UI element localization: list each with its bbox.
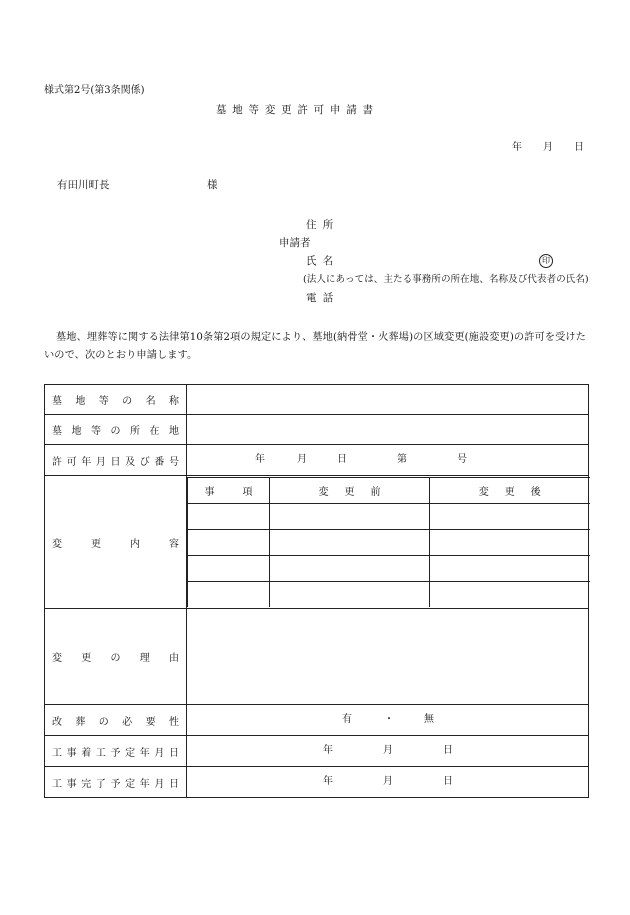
start-year: 年 xyxy=(323,745,333,756)
change-before-cell[interactable] xyxy=(270,582,430,608)
applicant-phone-label: 電話 xyxy=(306,292,340,304)
change-after-header: 変 更 後 xyxy=(478,487,541,498)
change-before-cell[interactable] xyxy=(270,556,430,582)
change-item-cell[interactable] xyxy=(188,582,270,608)
table-row-permit xyxy=(45,445,589,476)
start-day: 日 xyxy=(443,745,453,756)
change-content-label: 変 更 内 容 xyxy=(52,538,179,550)
end-month: 月 xyxy=(383,776,393,787)
permit-date-number-field[interactable] xyxy=(187,445,589,476)
applicant-address-label: 住所 xyxy=(306,219,340,231)
permit-day: 日 xyxy=(337,454,347,465)
date-year-label: 年 xyxy=(512,142,522,153)
addressee-name: 有田川町長 xyxy=(57,179,110,191)
change-before-header: 変 更 前 xyxy=(318,487,381,498)
change-after-cell[interactable] xyxy=(430,504,590,530)
change-item-cell[interactable] xyxy=(188,504,270,530)
end-year: 年 xyxy=(323,776,333,787)
construction-end-label: 工 事 完 了 予 定 年 月 日 xyxy=(52,778,179,790)
change-content-table xyxy=(187,477,590,607)
permit-date-number-label: 許 可 年 月 日 及 び 番 号 xyxy=(52,456,179,468)
applicant-name-label: 氏名 xyxy=(306,255,340,267)
date-day-label: 日 xyxy=(574,142,584,153)
page-title: 墓地等変更許可申請書 xyxy=(216,104,379,116)
form-number: 様式第2号(第3条関係) xyxy=(44,85,145,96)
change-reason-field[interactable] xyxy=(187,609,589,705)
cemetery-name-label: 墓 地 等 の 名 称 xyxy=(52,396,179,407)
reburial-necessity-label: 改 葬 の 必 要 性 xyxy=(52,716,179,728)
permit-month: 月 xyxy=(297,454,307,465)
change-item-cell[interactable] xyxy=(188,556,270,582)
reburial-necessity-field[interactable] xyxy=(187,705,589,736)
table-row-location xyxy=(45,415,589,445)
reburial-no[interactable]: 無 xyxy=(424,714,434,725)
cemetery-location-field[interactable] xyxy=(187,415,589,445)
change-item-header: 事 項 xyxy=(204,487,253,498)
seal-mark: 印 xyxy=(539,254,553,268)
change-before-cell[interactable] xyxy=(270,504,430,530)
change-before-cell[interactable] xyxy=(270,530,430,556)
date-month-label: 月 xyxy=(543,142,553,153)
corporation-note: (法人にあっては、主たる事務所の所在地、名称及び代表者の氏名) xyxy=(303,274,589,285)
construction-start-field[interactable] xyxy=(187,736,589,767)
table-row-reason xyxy=(45,609,589,705)
table-row-reburial xyxy=(45,705,589,736)
permit-number-suffix: 号 xyxy=(457,454,467,465)
construction-end-field[interactable] xyxy=(187,767,589,798)
end-day: 日 xyxy=(443,776,453,787)
cemetery-name-field[interactable] xyxy=(187,385,589,415)
application-statement: 墓地、埋葬等に関する法律第10条第2項の規定により、墓地(納骨堂・火葬場)の区域変更(施設変更)の許可を受けたいので、次のとおり申請します。 xyxy=(44,332,586,361)
permit-year: 年 xyxy=(255,454,265,465)
table-row-name xyxy=(45,385,589,415)
change-after-cell[interactable] xyxy=(430,530,590,556)
table-row-change xyxy=(45,476,589,609)
construction-start-label: 工 事 着 工 予 定 年 月 日 xyxy=(52,747,179,759)
cemetery-location-label: 墓 地 等 の 所 在 地 xyxy=(52,426,179,437)
reburial-separator: ・ xyxy=(384,714,394,725)
addressee-honorific: 様 xyxy=(207,179,218,191)
application-form-table xyxy=(44,384,589,798)
permit-number-prefix: 第 xyxy=(397,454,407,465)
table-row-start xyxy=(45,736,589,767)
start-month: 月 xyxy=(383,745,393,756)
change-item-cell[interactable] xyxy=(188,530,270,556)
applicant-label: 申請者 xyxy=(279,237,311,249)
reburial-yes[interactable]: 有 xyxy=(342,714,352,725)
change-reason-label: 変 更 の 理 由 xyxy=(52,653,179,664)
change-after-cell[interactable] xyxy=(430,582,590,608)
table-row-end xyxy=(45,767,589,798)
change-after-cell[interactable] xyxy=(430,556,590,582)
